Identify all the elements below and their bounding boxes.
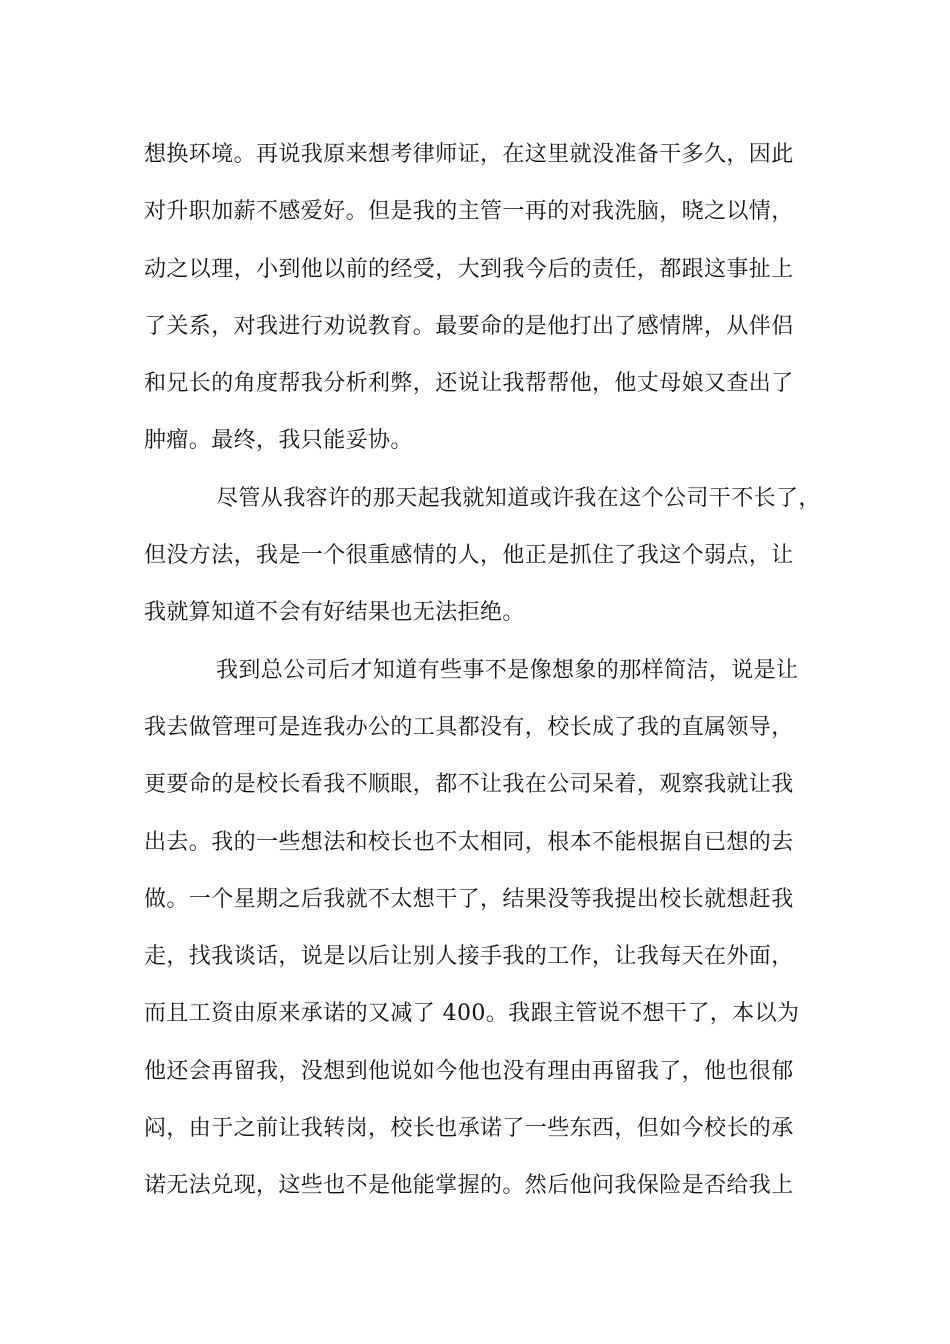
text-line-indented: 尽管从我容许的那天起我就知道或许我在这个公司干不长了， <box>216 485 821 511</box>
text-line: 但没方法，我是一个很重感情的人，他正是抓住了我这个弱点，让 <box>144 543 794 569</box>
text-line: 诺无法兑现，这些也不是他能掌握的。然后他问我保险是否给我上 <box>144 1173 794 1199</box>
paragraph-3 <box>144 642 814 1215</box>
text-line: 而且工资由原来承诺的又减了 400。我跟主管说不想干了，本以为 <box>144 1001 800 1027</box>
text-line: 动之以理，小到他以前的经受，大到我今后的责任，都跟这事扯上 <box>144 256 794 282</box>
text-line: 对升职加薪不感爱好。但是我的主管一再的对我洗脑，晓之以情， <box>144 199 794 225</box>
paragraph-1 <box>144 126 814 470</box>
text-line: 了关系，对我进行劝说教育。最要命的是他打出了感情牌，从伴侣 <box>144 313 794 339</box>
text-line: 想换环境。再说我原来想考律师证，在这里就没准备干多久，因此 <box>144 142 794 167</box>
text-line: 闷，由于之前让我转岗，校长也承诺了一些东西，但如今校长的承 <box>144 1116 794 1142</box>
text-line: 我就算知道不会有好结果也无法拒绝。 <box>144 600 525 626</box>
text-line: 更要命的是校长看我不顺眼，都不让我在公司呆着，观察我就让我 <box>144 772 794 798</box>
text-line: 做。一个星期之后我就不太想干了，结果没等我提出校长就想赶我 <box>144 886 794 912</box>
paragraph-2 <box>144 470 821 642</box>
text-line: 肿瘤。最终，我只能妥协。 <box>144 428 413 454</box>
text-line: 我去做管理可是连我办公的工具都没有，校长成了我的直属领导， <box>144 714 794 740</box>
text-line: 走，找我谈话，说是以后让别人接手我的工作，让我每天在外面， <box>144 944 794 970</box>
text-line: 出去。我的一些想法和校长也不太相同，根本不能根据自已想的去 <box>144 829 794 855</box>
text-line: 他还会再留我，没想到他说如今他也没有理由再留我了，他也很郁 <box>144 1058 794 1084</box>
document-body <box>144 126 821 1215</box>
text-line: 和兄长的角度帮我分析利弊，还说让我帮帮他，他丈母娘又查出了 <box>144 371 794 397</box>
text-line-indented: 我到总公司后才知道有些事不是像想象的那样简洁，说是让 <box>216 657 799 683</box>
